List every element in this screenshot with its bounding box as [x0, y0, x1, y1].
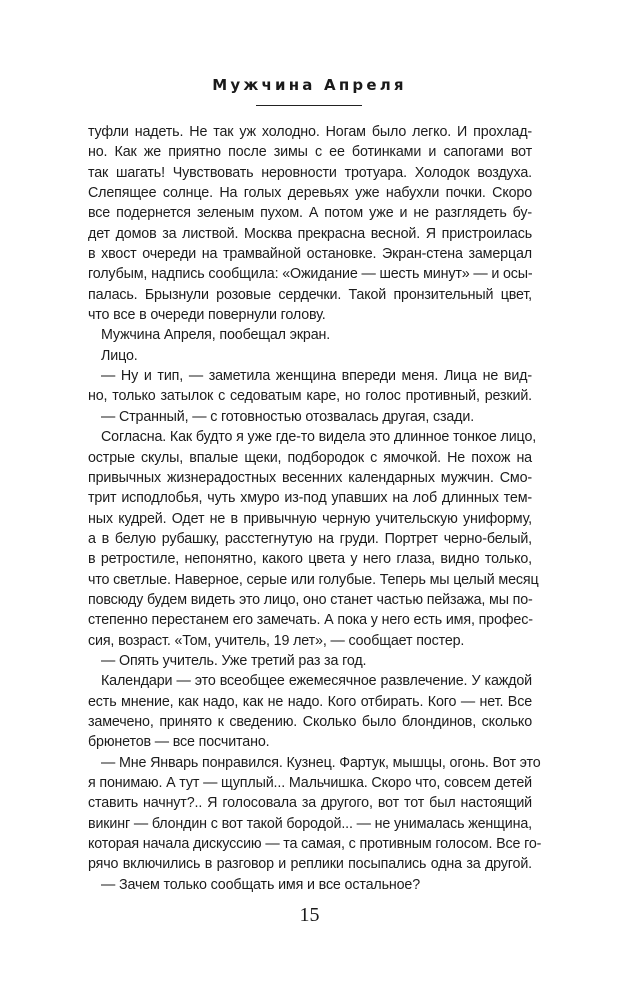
text-line: — Странный, — с готовностью отозвалась другая, сзади.: [101, 408, 475, 425]
text-line: ставить начнут?.. Я голосовала за другого, вот тот был настоящий: [88, 795, 532, 812]
text-line: замечено, принято к сведению. Сколько было блондинов, сколько: [88, 713, 532, 730]
text-line: Лицо.: [101, 347, 138, 364]
running-head: Мужчина Апреля: [212, 76, 407, 94]
text-line: есть мнение, как надо, как не надо. Кого отбирать. Кого — нет. Все: [88, 693, 532, 710]
text-line: — Мне Январь понравился. Кузнец. Фартук, мышцы, огонь. Вот это: [101, 754, 541, 771]
text-line: — Зачем только сообщать имя и все остальное?: [101, 876, 421, 893]
text-line: острые скулы, впалые щеки, подбородок с ямочкой. Не похож на: [88, 449, 532, 466]
text-line: сия, возраст. «Том, учитель, 19 лет», — сообщает постер.: [88, 632, 465, 649]
text-line: — Ну и тип, — заметила женщина впереди меня. Лица не вид-: [101, 368, 532, 385]
text-line: трит исподлобья, чуть хмуро из-под упавших на лоб длинных тем-: [88, 490, 532, 507]
text-line: все подернется зеленым пухом. А потом уже и не разглядеть бу-: [88, 205, 532, 222]
text-line: — Опять учитель. Уже третий раз за год.: [101, 652, 367, 669]
text-line: привычных жизнерадостных весенних календарных мужчин. Смо-: [88, 469, 532, 486]
running-head-rule: [256, 105, 362, 106]
text-line: в хвост очереди на трамвайной остановке. Экран-стена замерцал: [88, 246, 532, 263]
text-line: степенно перестанем его замечать. А пока у него есть имя, профес-: [88, 612, 533, 629]
text-line: что светлые. Наверное, серые или голубые. Теперь мы целый месяц: [88, 571, 539, 588]
text-line: ных кудрей. Одет не в привычную черную учительскую униформу,: [88, 510, 532, 527]
text-line: туфли надеть. Не так уж холодно. Ногам было легко. И прохлад-: [88, 124, 532, 140]
text-line: я понимаю. А тут — щуплый... Мальчишка. Скоро что, совсем детей: [88, 775, 533, 791]
text-line: Согласна. Как будто я уже где-то видела это длинное тонкое лицо,: [101, 429, 537, 446]
text-line: что все в очереди повернули голову.: [88, 307, 326, 324]
text-line: повсюду будем видеть это лицо, оно станет частью пейзажа, мы по-: [88, 591, 533, 608]
text-line: Календари — это всеобщее ежемесячное развлечение. У каждой: [101, 673, 532, 690]
text-line: Слепящее солнце. На голых деревьях уже набухли почки. Скоро: [88, 185, 532, 202]
text-line: Мужчина Апреля, пообещал экран.: [101, 327, 331, 344]
text-line: брюнетов — все посчитано.: [88, 734, 270, 751]
text-line: викинг — блондин с вот такой бородой... — не унималась женщина,: [88, 815, 532, 832]
text-line: рячо включились в разговор и реплики посыпались одна за другой.: [88, 856, 532, 873]
page-number: 15: [299, 904, 320, 926]
text-line: голубым, надпись сообщила: «Ожидание — шесть минут» — и осы-: [88, 266, 533, 283]
text-line: которая начала дискуссию — та самая, с противным голосом. Все го-: [88, 836, 542, 853]
text-line: а в белую рубашку, расстегнутую на груди. Портрет черно-белый,: [88, 530, 532, 547]
text-line: но, только затылок с седоватым каре, но голос противный, резкий.: [88, 388, 532, 405]
body-text: [88, 122, 542, 895]
text-line: но. Как же приятно после зимы с ее ботинками и сапогами вот: [88, 144, 532, 161]
text-line: так шагать! Чувствовать неровности тротуара. Холодок воздуха.: [88, 164, 532, 181]
text-line: дет домов за листвой. Москва прекрасна весной. Я пристроилась: [88, 225, 532, 242]
text-line: палась. Брызнули розовые сердечки. Такой пронзительный цвет,: [88, 286, 532, 303]
text-line: в ретростиле, непонятно, какого цвета у него глаза, видно только,: [88, 551, 532, 568]
